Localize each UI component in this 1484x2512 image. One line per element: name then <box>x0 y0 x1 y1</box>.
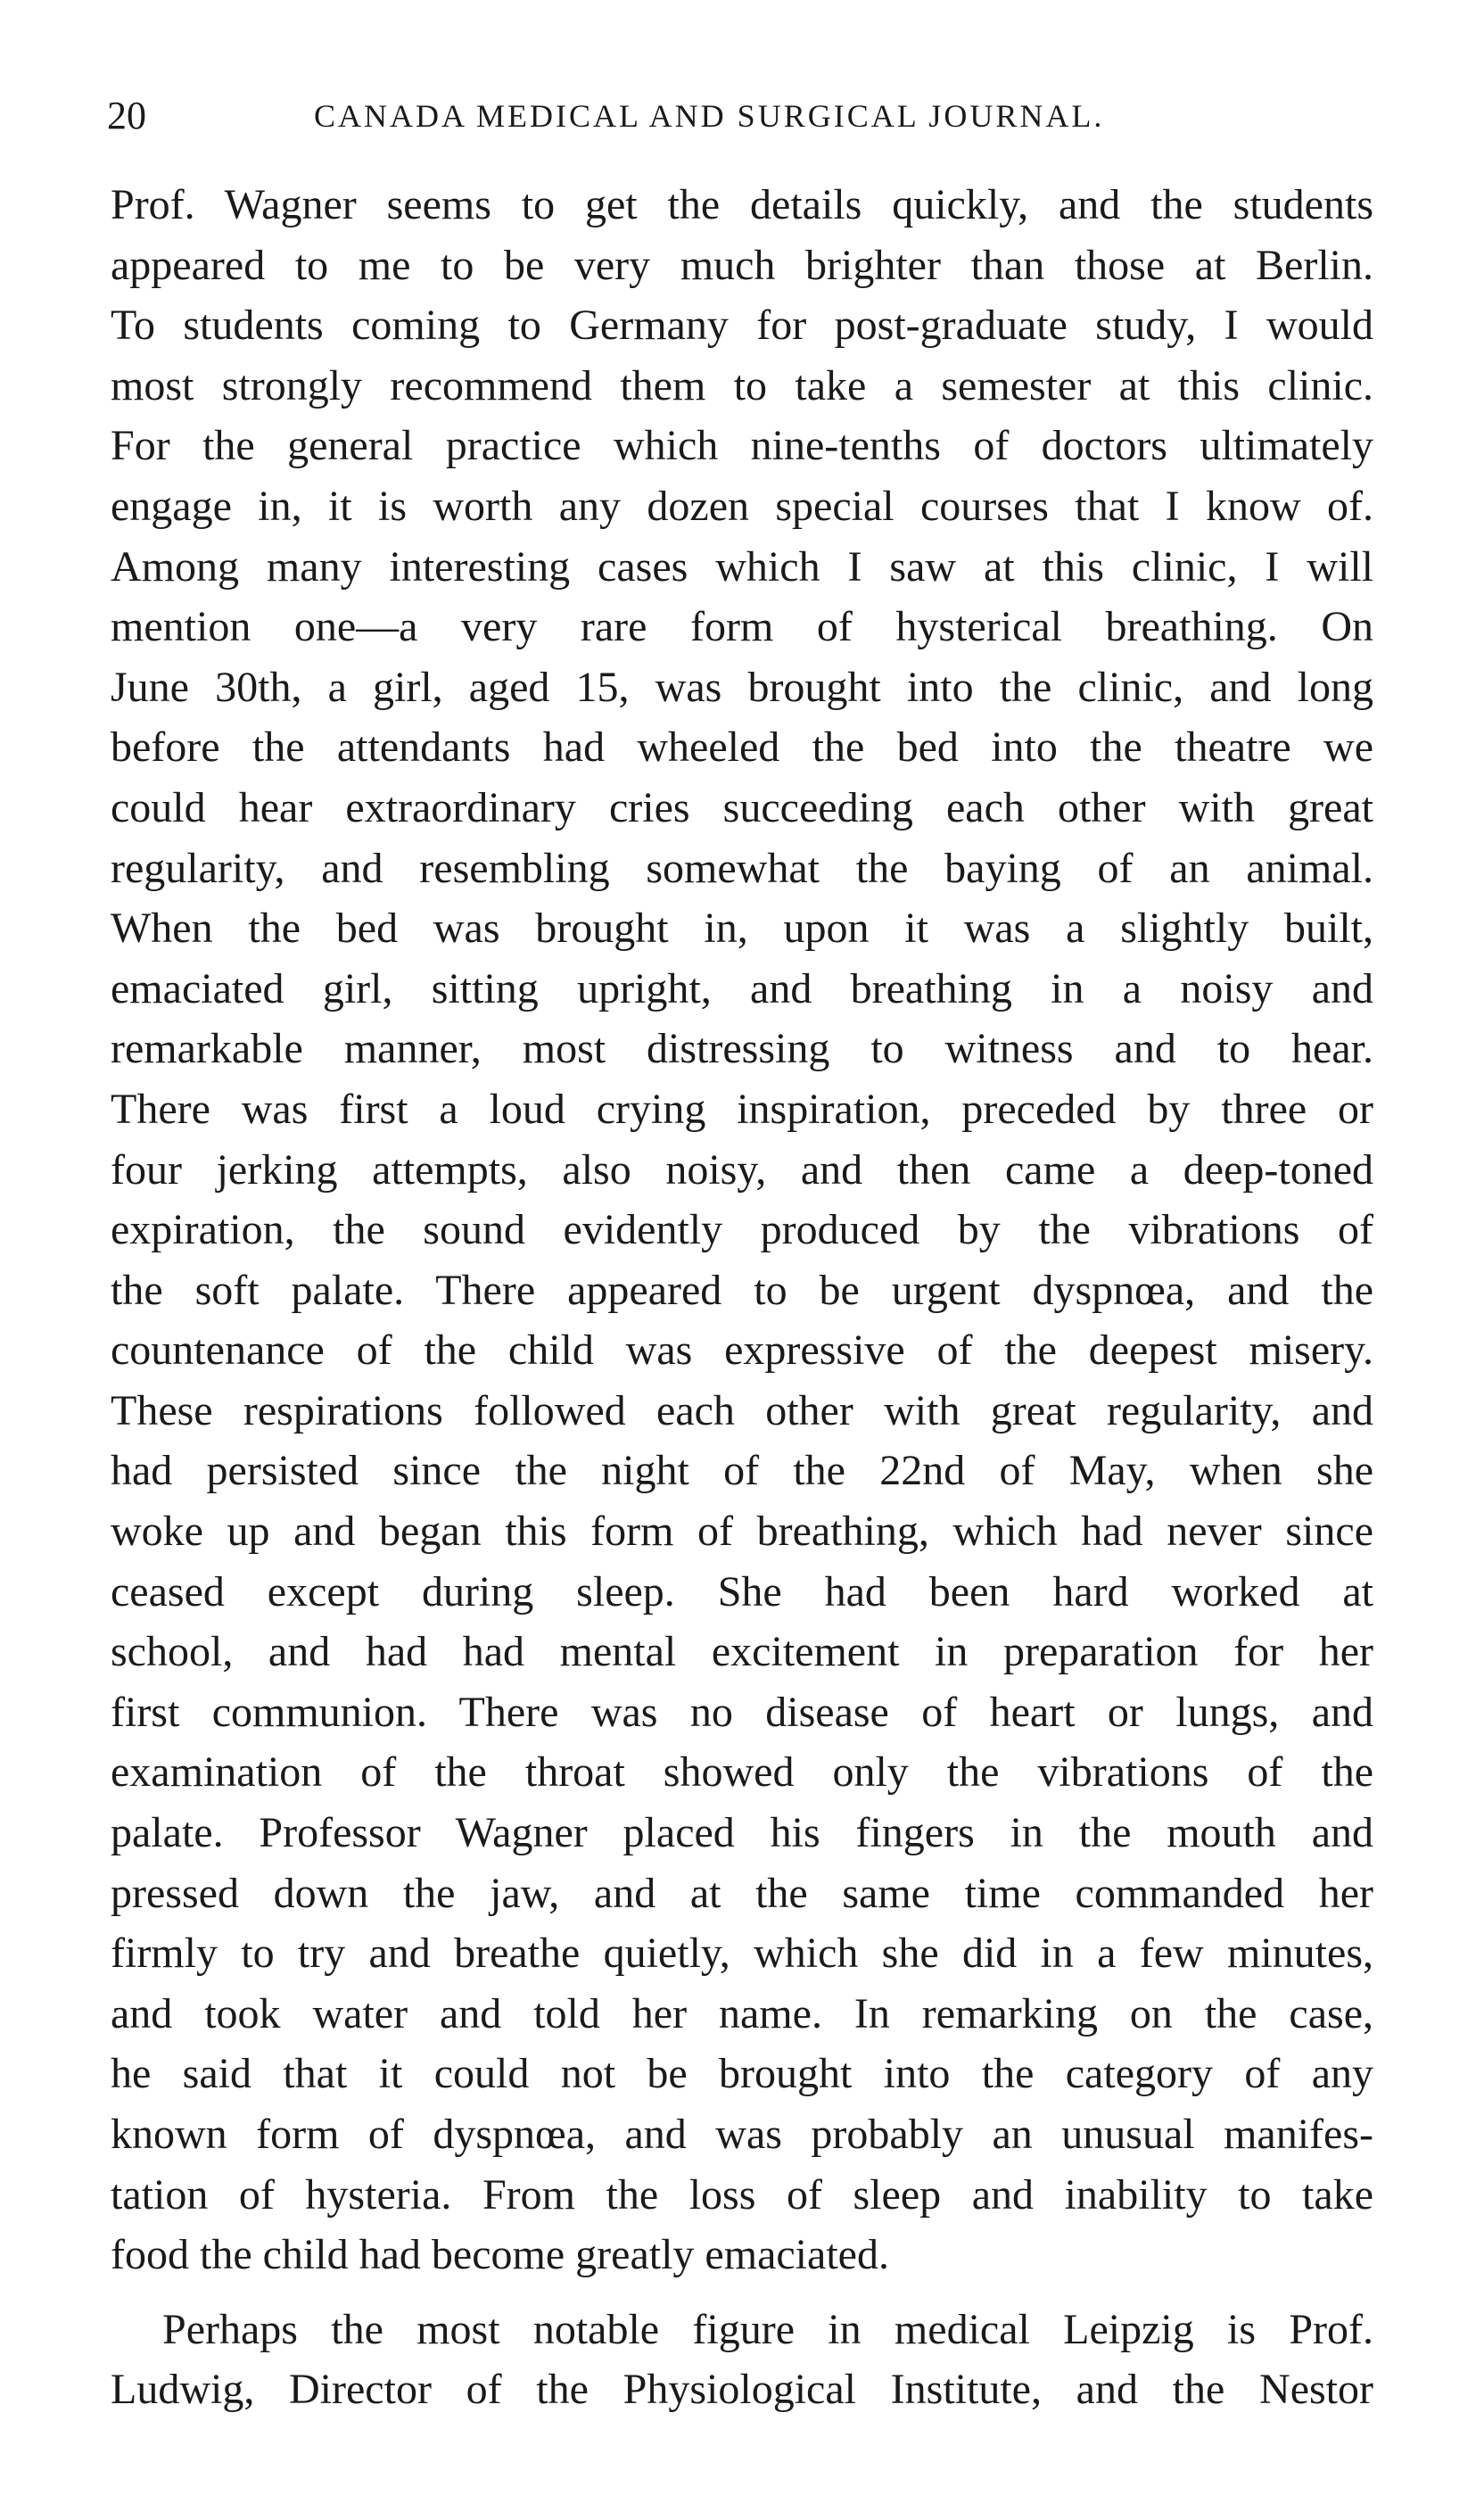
text-line: mention one—a very rare form of hysterical breathing. On <box>111 603 1373 651</box>
text-line: engage in, it is worth any dozen special courses that I know of. <box>111 482 1373 530</box>
text-line: To students coming to Germany for post-graduate study, I would <box>111 302 1373 350</box>
text-line: Among many interesting cases which I saw at this clinic, I will <box>111 542 1373 591</box>
text-line: and took water and told her name. In remarking on the case, <box>111 1989 1373 2037</box>
text-line: firmly to try and breathe quietly, which she did in a few minutes, <box>111 1929 1373 1978</box>
text-line: most strongly recommend them to take a semester at this clinic. <box>111 361 1373 409</box>
text-line: Ludwig, Director of the Physiological Institute, and the Nestor <box>111 2366 1373 2414</box>
page-number: 20 <box>107 94 146 137</box>
text-line: Perhaps the most notable figure in medical Leipzig is Prof. <box>162 2305 1373 2353</box>
running-head <box>107 89 1373 143</box>
text-line: could hear extraordinary cries succeeding each other with great <box>111 783 1373 831</box>
body-text <box>111 175 1373 2420</box>
text-line: examination of the throat showed only the vibrations of the <box>111 1748 1373 1797</box>
text-line: regularity, and resembling somewhat the baying of an animal. <box>111 844 1373 892</box>
text-line: food the child had become greatly emaciated. <box>111 2231 889 2279</box>
text-line: For the general practice which nine-tenths of doctors ultimately <box>111 422 1373 470</box>
text-line: expiration, the sound evidently produced by the vibrations of <box>111 1206 1373 1254</box>
text-line: tation of hysteria. From the loss of sleep and inability to take <box>111 2170 1373 2219</box>
text-line: four jerking attempts, also noisy, and then came a deep-toned <box>111 1145 1373 1194</box>
text-line: June 30th, a girl, aged 15, was brought into the clinic, and long <box>111 663 1373 711</box>
text-line: school, and had had mental excitement in preparation for her <box>111 1628 1373 1676</box>
text-line: before the attendants had wheeled the bed into the theatre we <box>111 723 1373 772</box>
text-line: When the bed was brought in, upon it was a slightly built, <box>111 905 1373 953</box>
text-line: woke up and began this form of breathing, which had never since <box>111 1508 1373 1556</box>
journal-title: CANADA MEDICAL AND SURGICAL JOURNAL. <box>314 98 1105 134</box>
text-line: the soft palate. There appeared to be urgent dyspnœa, and the <box>111 1266 1373 1314</box>
text-line: he said that it could not be brought into the category of any <box>111 2050 1373 2098</box>
paragraph-1 <box>111 175 1373 2285</box>
text-line: first communion. There was no disease of heart or lungs, and <box>111 1688 1373 1736</box>
text-line: Prof. Wagner seems to get the details quickly, and the students <box>111 181 1373 228</box>
text-line: appeared to me to be very much brighter than those at Berlin. <box>111 241 1373 289</box>
text-line: emaciated girl, sitting upright, and breathing in a noisy and <box>111 964 1373 1012</box>
text-line: pressed down the jaw, and at the same time commanded her <box>111 1869 1373 1917</box>
text-line: These respirations followed each other with great regularity, and <box>111 1386 1373 1434</box>
paragraph-2 <box>111 2300 1373 2420</box>
text-line: remarkable manner, most distressing to witness and to hear. <box>111 1025 1373 1073</box>
text-line: had persisted since the night of the 22nd of May, when she <box>111 1447 1373 1495</box>
text-line: countenance of the child was expressive of the deepest misery. <box>111 1326 1373 1375</box>
text-line: palate. Professor Wagner placed his fingers in the mouth and <box>111 1809 1373 1857</box>
paragraph-gap <box>111 2285 1373 2300</box>
text-line: There was first a loud crying inspiration, preceded by three or <box>111 1085 1373 1133</box>
text-line: ceased except during sleep. She had been hard worked at <box>111 1567 1373 1615</box>
text-line: known form of dyspnœa, and was probably an unusual manifes- <box>111 2111 1373 2158</box>
